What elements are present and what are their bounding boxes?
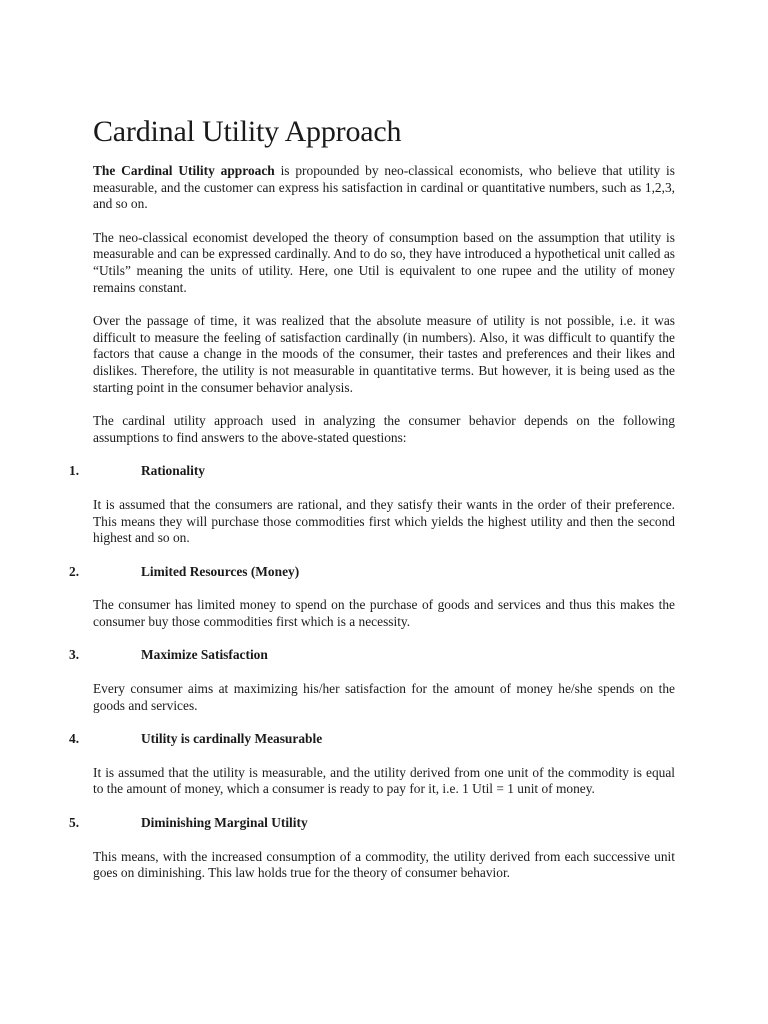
assumption-body: Every consumer aims at maximizing his/her satisfaction for the amount of money he/she spends on the goods and services. (93, 681, 675, 713)
assumption-item (69, 647, 675, 714)
document-page (69, 114, 675, 899)
assumption-item (69, 815, 675, 882)
assumption-body: This means, with the increased consumption of a commodity, the utility derived from each successive unit goes on diminishing. This law holds true for the theory of consumer behavior. (93, 848, 675, 881)
paragraph: Over the passage of time, it was realized that the absolute measure of utility is not possible, i.e. it was difficult to measure the feeling of satisfaction cardinally (in numbers). Also, it was difficult to quantify the factors that cause a change in the moods of the consumer, their tastes and preferences and their likes and dislikes. Therefore, the utility is not measurable in quantitative terms. But however, it is being used as the starting point in the consumer behavior analysis. (93, 313, 675, 395)
document-title: Cardinal Utility Approach (93, 115, 402, 148)
assumption-title: Rationality (141, 463, 205, 479)
assumption-number: 4. (69, 731, 80, 747)
intro-bold-phrase: The Cardinal Utility approach (93, 163, 275, 178)
assumption-heading (69, 564, 675, 581)
intro-paragraph (93, 163, 675, 213)
intro-text: is propounded by neo-classical economists, who believe that utility is measurable, and the customer can express his satisfaction in cardinal or quantitative numbers, such as 1,2,3, and so on. (93, 163, 675, 212)
assumption-heading (69, 731, 675, 748)
assumption-body: It is assumed that the consumers are rational, and they satisfy their wants in the order of their preference. This means they will purchase those commodities first which yields the highest utility and then the second highest and so on. (93, 496, 675, 546)
assumption-title: Diminishing Marginal Utility (141, 815, 308, 831)
assumption-heading (69, 647, 675, 664)
assumption-body: The consumer has limited money to spend on the purchase of goods and services and thus this makes the consumer buy those commodities first which is a necessity. (93, 597, 675, 629)
assumption-heading (69, 463, 675, 480)
assumption-item (69, 731, 675, 798)
assumption-number: 5. (69, 815, 80, 831)
assumption-heading (69, 815, 675, 832)
assumption-number: 3. (69, 647, 80, 663)
paragraph: The cardinal utility approach used in analyzing the consumer behavior depends on the following assumptions to find answers to the above-stated questions: (93, 413, 675, 445)
assumption-item (69, 563, 675, 631)
assumption-number: 1. (69, 463, 80, 479)
paragraph: The neo-classical economist developed the theory of consumption based on the assumption that utility is measurable and can be expressed cardinally. And to do so, they have introduced a hypothetical unit called as “Utils” meaning the units of utility. Here, one Util is equivalent to one rupee and the utility of money remains constant. (93, 229, 675, 295)
assumption-title: Maximize Satisfaction (141, 647, 268, 663)
assumption-title: Utility is cardinally Measurable (141, 731, 323, 747)
assumption-item (69, 463, 675, 546)
assumption-number: 2. (69, 563, 80, 579)
assumption-title: Limited Resources (Money) (141, 563, 300, 579)
assumption-body: It is assumed that the utility is measurable, and the utility derived from one unit of the commodity is equal to the amount of money, which a consumer is ready to pay for it, i.e. 1 Util = 1 unit of money. (93, 764, 675, 797)
